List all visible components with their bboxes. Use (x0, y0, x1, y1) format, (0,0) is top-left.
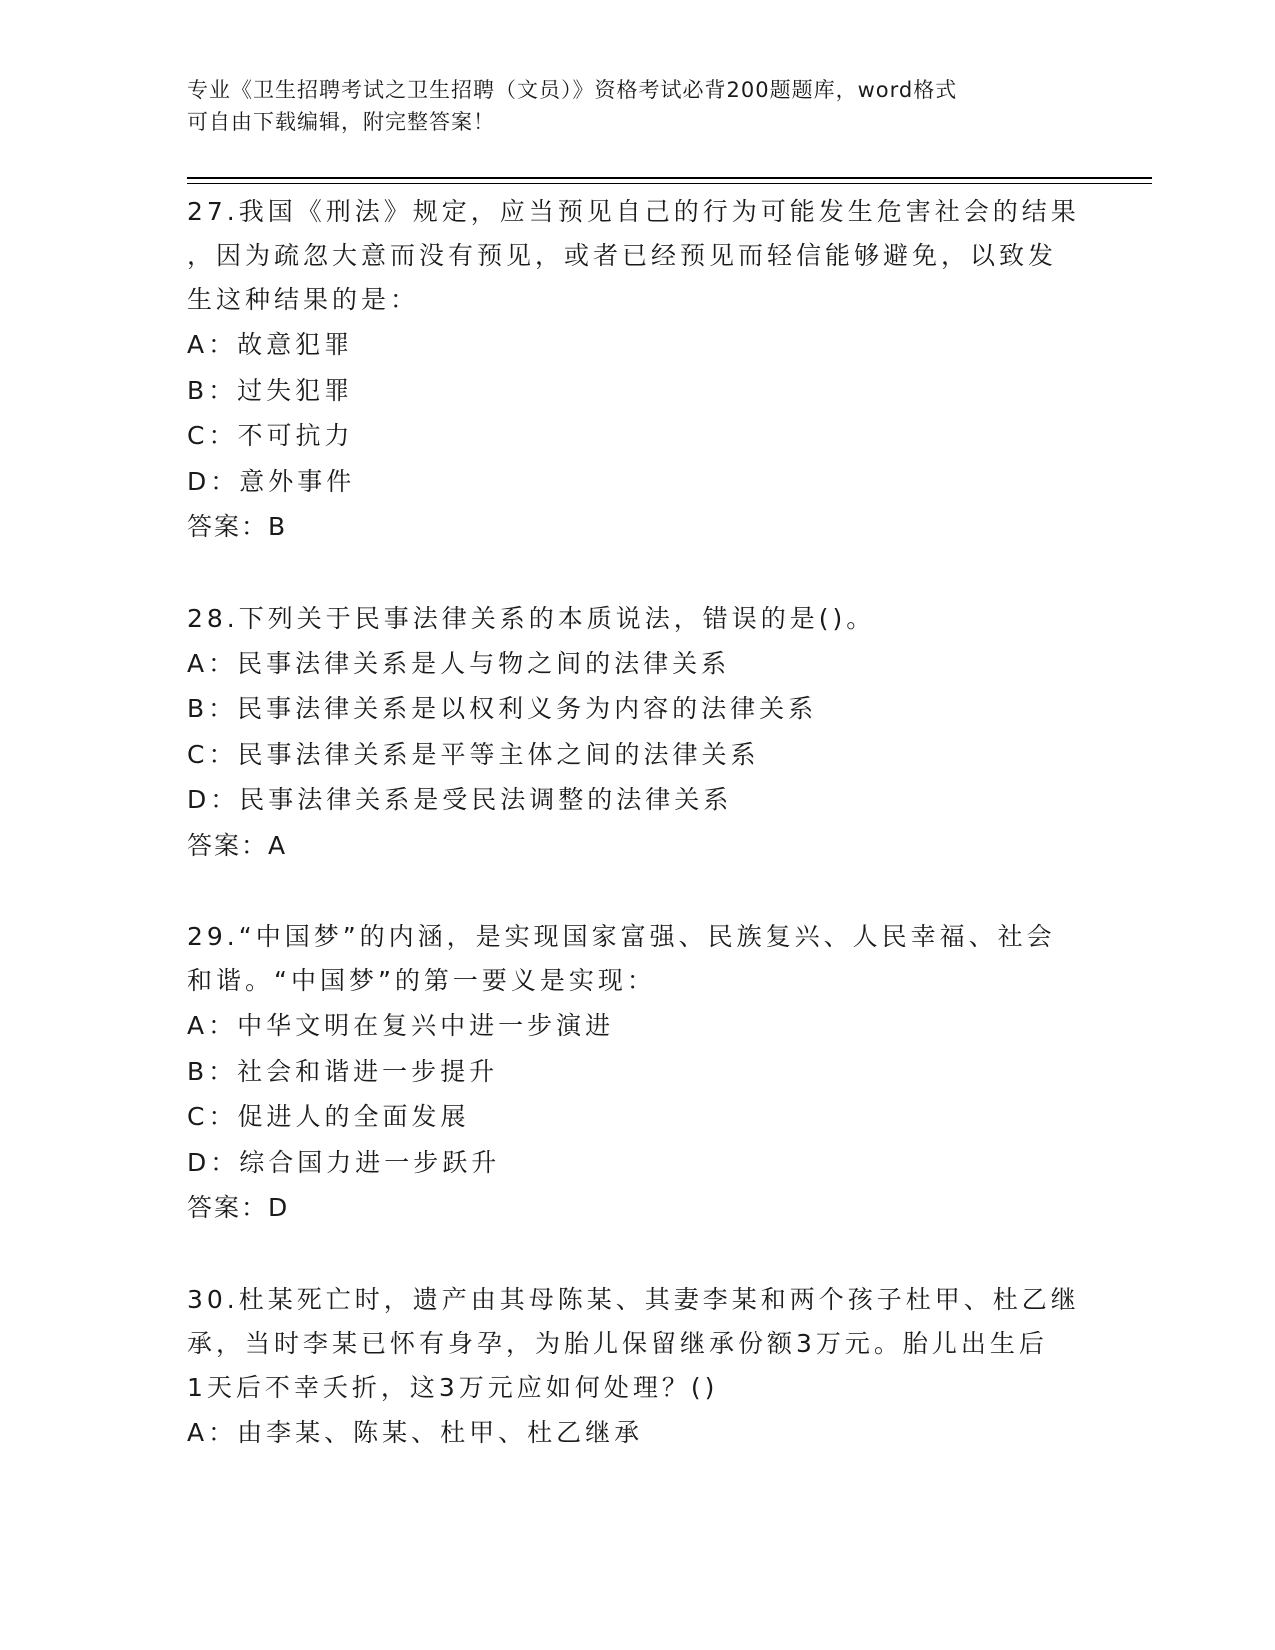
question-stem-line: 28.下列关于民事法律关系的本质说法，错误的是()。 (187, 603, 876, 633)
question-stem-line: 1天后不幸夭折，这3万元应如何处理？() (187, 1372, 719, 1402)
option-d: D：民事法律关系是受民法调整的法律关系 (187, 785, 733, 814)
question-stem-line: 生这种结果的是： (187, 285, 420, 314)
question-list (187, 190, 1087, 1502)
answer-label: 答案：A (187, 830, 288, 860)
option-d: D：综合国力进一步跃升 (187, 1147, 501, 1177)
header-divider-thin (187, 183, 1152, 184)
question-stem-line: ，因为疏忽大意而没有预见，或者已经预见而轻信能够避免，以致发 (187, 241, 1058, 270)
option-a: A：民事法律关系是人与物之间的法律关系 (187, 648, 731, 678)
option-d: D：意外事件 (187, 466, 356, 496)
option-c: C：不可抗力 (187, 421, 354, 450)
option-a: A：中华文明在复兴中进一步演进 (187, 1011, 615, 1040)
question-28 (187, 597, 1087, 869)
question-30 (187, 1278, 1087, 1456)
option-a: A：由李某、陈某、杜甲、杜乙继承 (187, 1417, 644, 1447)
option-c: C：促进人的全面发展 (187, 1102, 470, 1131)
question-stem-line: 承，当时李某已怀有身孕，为胎儿保留继承份额3万元。胎儿出生后 (187, 1328, 1048, 1358)
answer-label: 答案：B (187, 512, 288, 541)
question-29 (187, 915, 1087, 1231)
option-b: B：社会和谐进一步提升 (187, 1056, 499, 1086)
option-a: A：故意犯罪 (187, 330, 354, 359)
option-c: C：民事法律关系是平等主体之间的法律关系 (187, 739, 760, 769)
question-stem-line: 30.杜某死亡时，遗产由其母陈某、其妻李某和两个孩子杜甲、杜乙继 (187, 1284, 1080, 1314)
question-stem-line: 和谐。“中国梦”的第一要义是实现： (187, 966, 656, 995)
document-header (187, 74, 1067, 138)
question-stem-line: 27.我国《刑法》规定，应当预见自己的行为可能发生危害社会的结果 (187, 197, 1080, 226)
question-stem-line: 29.“中国梦”的内涵，是实现国家富强、民族复兴、人民幸福、社会 (187, 922, 1056, 951)
header-line: 可自由下载编辑，附完整答案！ (187, 110, 495, 134)
question-27 (187, 190, 1087, 550)
option-b: B：过失犯罪 (187, 375, 354, 405)
header-line: 专业《卫生招聘考试之卫生招聘（文员）》资格考试必背200题题库，word格式 (187, 78, 958, 102)
answer-label: 答案：D (187, 1193, 290, 1222)
option-b: B：民事法律关系是以权利义务为内容的法律关系 (187, 694, 818, 723)
header-divider (187, 177, 1152, 179)
